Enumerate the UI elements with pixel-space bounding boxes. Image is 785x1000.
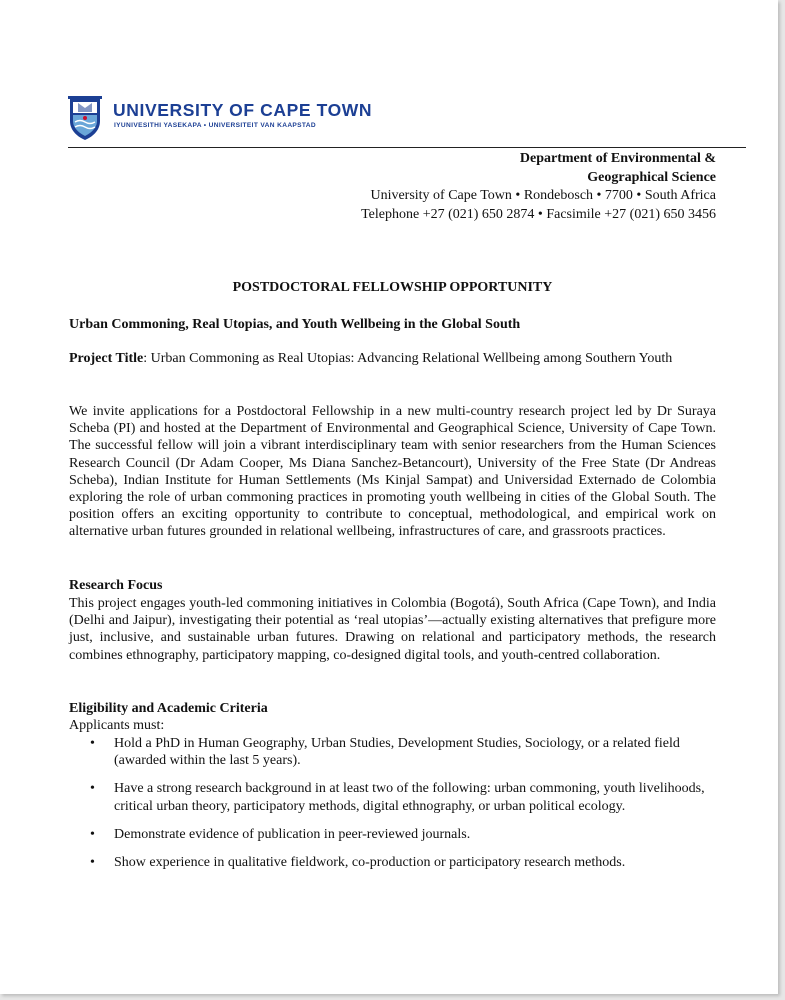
research-focus-heading: Research Focus — [69, 578, 163, 593]
department-name-line2: Geographical Science — [587, 169, 716, 185]
project-title-label: Project Title — [69, 351, 144, 366]
contact-numbers: Telephone +27 (021) 650 2874 • Facsimile +27 (021) 650 3456 — [361, 206, 716, 222]
list-item-text: Hold a PhD in Human Geography, Urban Studies, Development Studies, Sociology, or a related field (awarded within the last 5 years). — [114, 736, 680, 769]
project-subtitle: Urban Commoning, Real Utopias, and Youth Wellbeing in the Global South — [69, 317, 521, 332]
bullet-icon: • — [90, 855, 95, 871]
intro-paragraph: We invite applications for a Postdoctoral Fellowship in a new multi-country research project led by Dr Suraya Scheba (PI) and hosted at the Department of Environmental and Geographical Science, University of Cape Town. The successful fellow will join a vibrant interdisciplinary team with senior researchers from the Human Sciences Research Council (Dr Adam Cooper, Ms Diana Sanchez-Betancourt), University of the Free State (Dr Andreas Scheba), Indian Institute for Human Settlements (Ms Kinjal Sampat) and Universidad Externado de Colombia exploring the role of urban commoning practices in promoting youth wellbeing in cities of the Global South. The position offers an exciting opportunity to contribute to conceptual, methodological, and empirical work on alternative urban futures grounded in relational wellbeing, infrastructures of care, and grassroots practices. — [69, 404, 716, 540]
bullet-icon: • — [90, 781, 95, 797]
eligibility-lead: Applicants must: — [69, 718, 165, 733]
university-subtitle: IYUNIVESITHI YASEKAPA • UNIVERSITEIT VAN KAAPSTAD — [114, 122, 317, 129]
department-address — [361, 150, 716, 224]
eligibility-heading: Eligibility and Academic Criteria — [69, 701, 268, 716]
list-item — [69, 826, 716, 843]
project-title-text: : Urban Commoning as Real Utopias: Advancing Relational Wellbeing among Southern Youth — [143, 351, 673, 366]
project-title — [69, 350, 716, 367]
university-name: UNIVERSITY OF CAPE TOWN — [113, 100, 373, 120]
list-item — [69, 854, 716, 871]
document-heading: POSTDOCTORAL FELLOWSHIP OPPORTUNITY — [232, 280, 553, 295]
header-divider — [68, 147, 746, 148]
list-item-text: Show experience in qualitative fieldwork, co-production or participatory research methods. — [114, 855, 626, 871]
research-focus-paragraph: This project engages youth-led commoning initiatives in Colombia (Bogotá), South Africa (Cape Town), and India (Delhi and Jaipur), investigating their potential as ‘real utopias’—actually existing alternatives that prefigure more just, inclusive, and sustainable urban futures. Drawing on relational and participatory methods, the research combines ethnography, participatory mapping, co-designed digital tools, and youth-centred collaboration. — [69, 596, 716, 663]
uct-crest-icon — [68, 96, 102, 140]
bullet-icon: • — [90, 736, 95, 751]
eligibility-list — [69, 735, 716, 882]
list-item — [69, 735, 716, 769]
department-name-line1: Department of Environmental & — [519, 151, 716, 166]
list-item-text: Have a strong research background in at least two of the following: urban commoning, youth livelihoods, critical urban theory, participatory methods, digital ethnography, or urban political ecology. — [114, 781, 705, 814]
postal-location: University of Cape Town • Rondebosch • 7700 • South Africa — [370, 188, 716, 203]
bullet-icon: • — [90, 826, 95, 842]
list-item-text: Demonstrate evidence of publication in peer-reviewed journals. — [114, 826, 471, 842]
list-item — [69, 780, 716, 814]
